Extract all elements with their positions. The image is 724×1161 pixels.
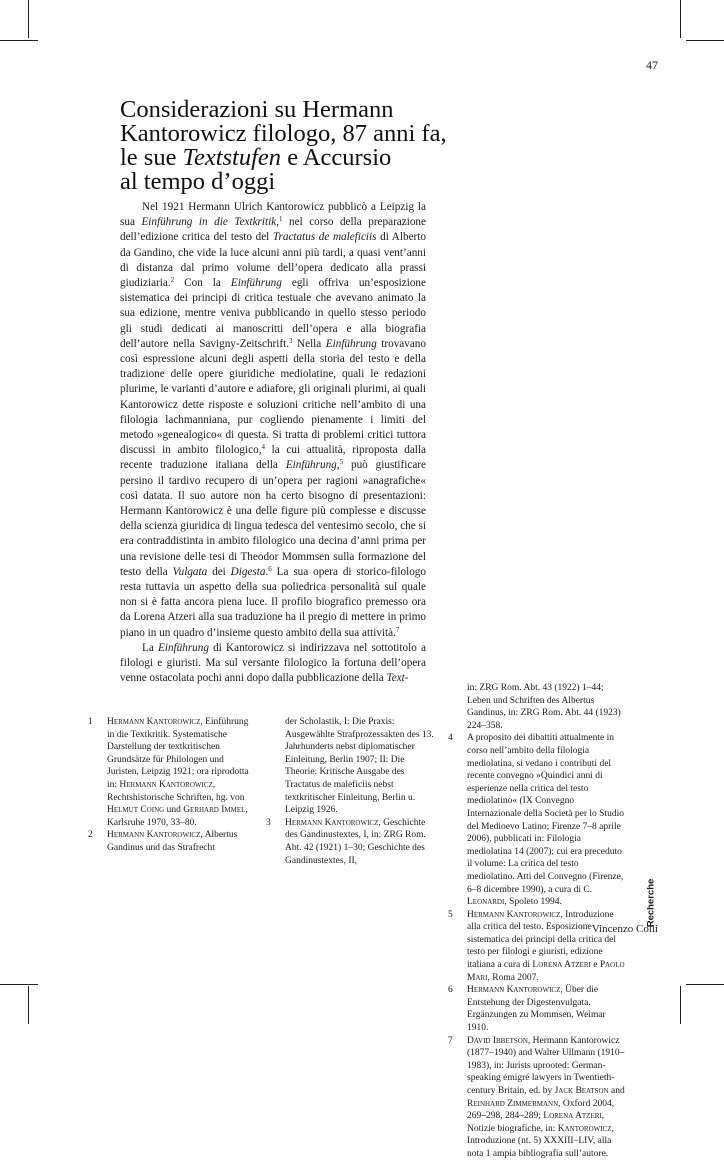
paragraph — [120, 641, 426, 687]
footnote-number: 1 — [88, 717, 93, 727]
text-run: , Karlsruhe 1970, 33–80. — [107, 805, 248, 828]
section-label-text: Recherche — [645, 878, 657, 928]
footnote-text — [467, 909, 628, 985]
text-run: , — [276, 216, 279, 229]
footnote-ref[interactable]: 1 — [278, 215, 283, 224]
crop-mark — [686, 40, 724, 41]
author-name-run: Helmut Coing — [107, 805, 165, 816]
text-run: und — [164, 805, 184, 816]
text-run: , Introduzione alla critica del testo. Esposizione sistematica dei principi della critica del testo per filologi e giuristi, edizione italiana a cura di — [467, 909, 617, 971]
article-title — [120, 96, 447, 195]
text-run: , — [336, 459, 340, 472]
text-run: , Rechtshistorische Schriften, hg. von — [107, 779, 245, 803]
footnote-text — [467, 1035, 628, 1161]
text-run: e — [590, 960, 600, 971]
footnote-text — [467, 984, 628, 1034]
text-run: nel corso della preparazione dell’edizione critica del testo del — [120, 216, 426, 244]
italic-run: Einführung in die Textkritik — [141, 216, 277, 229]
title-text: e Accursio — [281, 144, 392, 171]
italic-run: Einführung — [325, 337, 377, 350]
footnote-ref[interactable]: 3 — [289, 336, 293, 345]
author-name-run: David Ibbetson — [467, 1035, 528, 1046]
crop-mark — [680, 986, 681, 1024]
text-run: trovavano così espressione alcuni degli aspetti della storia del testo e della tradizione delle opere giuridiche mediolatine, quali le redazioni plurime, le varianti d’autore e adiafore, gli originali plurimi, ai quali Kantorowicz dette risposte e soluzioni critiche nell’ambito di una filologia lachmanniana, pur cogliendo pienamente i limiti del metodo »genealogico« di questa. Si tratta di problemi critici tuttora discussi in ambito filologico, — [120, 337, 426, 457]
footnote-number: 4 — [448, 733, 453, 744]
text-run: La — [142, 641, 158, 654]
text-run: di Kantorowicz si indirizzava nel sottotitolo a filologi e giuristi. Ma sul versante filologico la fortuna dell’opera venne ostacolata pochi anni dopo dalla pubblicazione della — [120, 641, 426, 685]
title-line — [120, 146, 440, 170]
footnotes-column — [88, 716, 253, 855]
footnote-continuation — [266, 716, 434, 817]
crop-mark — [28, 0, 29, 38]
footnote-ref[interactable]: 2 — [170, 276, 175, 285]
text-run: La sua opera di storico-filologo resta tuttavia un aspetto della sua poliedrica personalità sul quale non si è fatta ancora piena luce. Il profilo biografico premesso ora da Lorena Atzeri alla sua traduzione ha il pregio di mettere in primo piano in un quadro d’insieme questo ambito della sua attività. — [120, 565, 426, 639]
italic-run: Einführung — [158, 641, 209, 654]
text-run: and — [608, 1086, 625, 1096]
author-name-run: C. Leonardi — [467, 884, 593, 908]
footnote-ref[interactable]: 4 — [261, 443, 265, 452]
footnotes-column — [448, 682, 628, 1161]
page-number: 47 — [646, 58, 658, 72]
footnote-ref[interactable]: 5 — [339, 458, 344, 467]
text-run: , Über die Entstehung der Digestenvulgata. Ergänzungen zu Mommsen, Weimar 1910. — [467, 985, 606, 1034]
italic-run: Text- — [386, 672, 409, 685]
author-name-run: Reinhard Zimmermann — [467, 1098, 559, 1109]
text-run: Con la — [174, 277, 231, 290]
text-run: , Roma 2007. — [487, 972, 539, 983]
author-name-run: Hermann Kantorowicz — [467, 985, 561, 996]
italic-run: Digesta — [230, 565, 266, 578]
footnote-number-spacer — [448, 682, 467, 732]
author-name-run: Kantorowicz — [557, 1123, 612, 1134]
text-run: , Hermann Kantorowicz (1877–1940) and Walter Ullmann (1910–1983), in: Jurists uprooted: German-speaking émigré lawyers in Twentieth-century Britain, ed. by — [467, 1035, 625, 1096]
paragraph — [120, 200, 426, 641]
crop-mark — [0, 40, 38, 41]
text-run: Nel 1921 Hermann Ulrich Kantorowicz pubblicò a Leipzig la sua — [120, 201, 426, 229]
footnote-ref[interactable]: 6 — [268, 564, 272, 573]
footnote-text — [107, 829, 253, 854]
text-run: , Einführung in die Textkritik. Systematische Darstellung der textkritischen Grundsätze für Philologen und Juristen, Leipzig 1921; ora riprodotta in: — [107, 717, 249, 790]
text-run: di Alberto da Gandino, che vide la luce alcuni anni più tardi, a quasi vent’anni di distanza dal primo volume dell’opera dedicato alla prassi giudiziaria. — [120, 231, 426, 290]
footnote-number: 2 — [88, 830, 93, 841]
footnote-text: der Scholastik, I: Die Praxis: Ausgewählte Strafprozessakten des 13. Jahrhunderts nebst diplomatischer Einleitung, Berlin 1907; II: Die Theorie: Kritische Ausgabe des Tractatus de maleficiis nebst textkritischer Einleitung, Berlin u. Leipzig 1926. — [285, 717, 434, 816]
text-run: dei — [207, 565, 231, 578]
footnote — [448, 909, 628, 985]
italic-run: Einführung — [230, 277, 282, 290]
crop-mark — [28, 986, 29, 1024]
text-run: , Notizie biografiche, in: — [467, 1111, 605, 1134]
footnotes-column — [266, 716, 434, 867]
footnote-text: in: ZRG Rom. Abt. 43 (1922) 1–44; Leben und Schriften des Albertus Gandinus, in: ZRG Rom. Abt. 44 (1923) 224–358. — [467, 683, 621, 731]
footnote-text — [467, 732, 628, 908]
author-name-run: Hermann Kantorowicz — [107, 830, 201, 841]
title-line: Kantorowicz filologo, 87 anni fa, — [120, 120, 447, 147]
text-run: , Geschichte des Gandinustextes, I, in: ZRG Rom. Abt. 42 (1921) 1–30; Geschichte des Gandinustextes, II, — [285, 817, 426, 866]
text-run: A proposito dei dibattiti attualmente in corso nell’ambito della filologia mediolatina, si vedano i contributi del recente convegno »Quindici anni di esperienze nella critica del testo mediolatino« (IX Convegno Internazionale della Società per lo Studio del Medioevo Latino; Firenze 7–8 aprile 2006), pubblicati in: Filologia mediolatina 14 (2007); cui era preceduto il volume: La critica del testo mediolatino. Atti del Convegno (Firenze, 6–8 dicembre 1990), a cura di — [467, 733, 624, 895]
title-text: le sue — [120, 144, 183, 171]
footnote — [448, 1035, 628, 1161]
author-name-run: Paolo Mari — [467, 960, 625, 983]
footnote — [448, 984, 628, 1034]
text-run: . — [265, 565, 269, 578]
crop-mark — [0, 984, 38, 985]
author-name-run: Hermann Kantorowicz — [467, 909, 561, 920]
italic-run: Einführung — [285, 459, 337, 472]
title-line: Considerazioni su Hermann — [120, 96, 394, 123]
footnote — [266, 817, 434, 867]
footnote-number-spacer — [266, 716, 285, 817]
crop-mark — [686, 984, 724, 985]
footnote-number: 6 — [448, 985, 453, 996]
title-line: al tempo d’oggi — [120, 168, 276, 195]
footnote-number: 7 — [448, 1035, 453, 1046]
author-name-run: Lorena Atzeri — [532, 960, 591, 971]
text-run: , Albertus Gandinus und das Strafrecht — [107, 830, 238, 853]
author-name-run: Hermann Kantorowicz — [119, 779, 213, 790]
text-run: la cui attualità, riproposta dalla recente traduzione italiana della — [120, 444, 426, 472]
author-name-run: Gerhard Immel — [183, 805, 246, 816]
footnote-text — [107, 716, 253, 829]
text-run: , Oxford 2004, 269–298, 284–289; — [467, 1098, 615, 1122]
footnote-number: 3 — [266, 817, 271, 828]
footnote — [448, 732, 628, 908]
text-run: , Introduzione (nt. 5) XXXIII–LIV, alla nota 1 ampia bibliografia sull’autore. — [467, 1123, 614, 1159]
article-author: Vincenzo Colli — [591, 923, 658, 935]
text-run: egli offriva un’esposizione sistematica dei principi di critica testuale che avevano animato la sua edizione, mentre veniva pubblicando in quello stesso periodo gli studi dedicati ai manoscritti dell’opera e alla biografia dell’autore nella Savigny-Zeitschrift. — [120, 277, 426, 350]
italic-run: Vulgata — [172, 565, 208, 578]
author-name-run: Hermann Kantorowicz — [107, 717, 201, 727]
body-text — [120, 200, 426, 687]
author-name-run: Jack Beatson — [554, 1086, 609, 1096]
footnote-continuation — [448, 682, 628, 732]
footnote-number: 5 — [448, 909, 453, 920]
footnote — [88, 829, 253, 854]
author-name-run: Hermann Kantorowicz — [285, 817, 379, 828]
text-run: Nella — [292, 337, 326, 350]
title-italic: Textstufen — [182, 144, 282, 171]
author-name-run: Lorena Atzeri — [543, 1111, 602, 1122]
text-run: può giustificare persino il tardivo recupero di un’opera per ragioni »anagrafiche« così datata. Il suo autore non ha certo bisogno di presentazioni: Hermann Kantorowicz è una delle figure più complesse e discusse della scienza giuridica di lingua tedesca del ventesimo secolo, che si era contraddistinta in ambito filologico una decina d’anni prima per una revisione delle tesi di Theodor Mommsen sulla formazione del testo della — [120, 459, 426, 578]
footnote-ref[interactable]: 7 — [395, 625, 400, 634]
crop-mark — [680, 0, 681, 38]
italic-run: Tractatus de maleficiis — [272, 231, 377, 244]
text-run: , Spoleto 1994. — [504, 897, 562, 908]
footnote-text — [285, 817, 434, 867]
footnote — [88, 716, 253, 829]
